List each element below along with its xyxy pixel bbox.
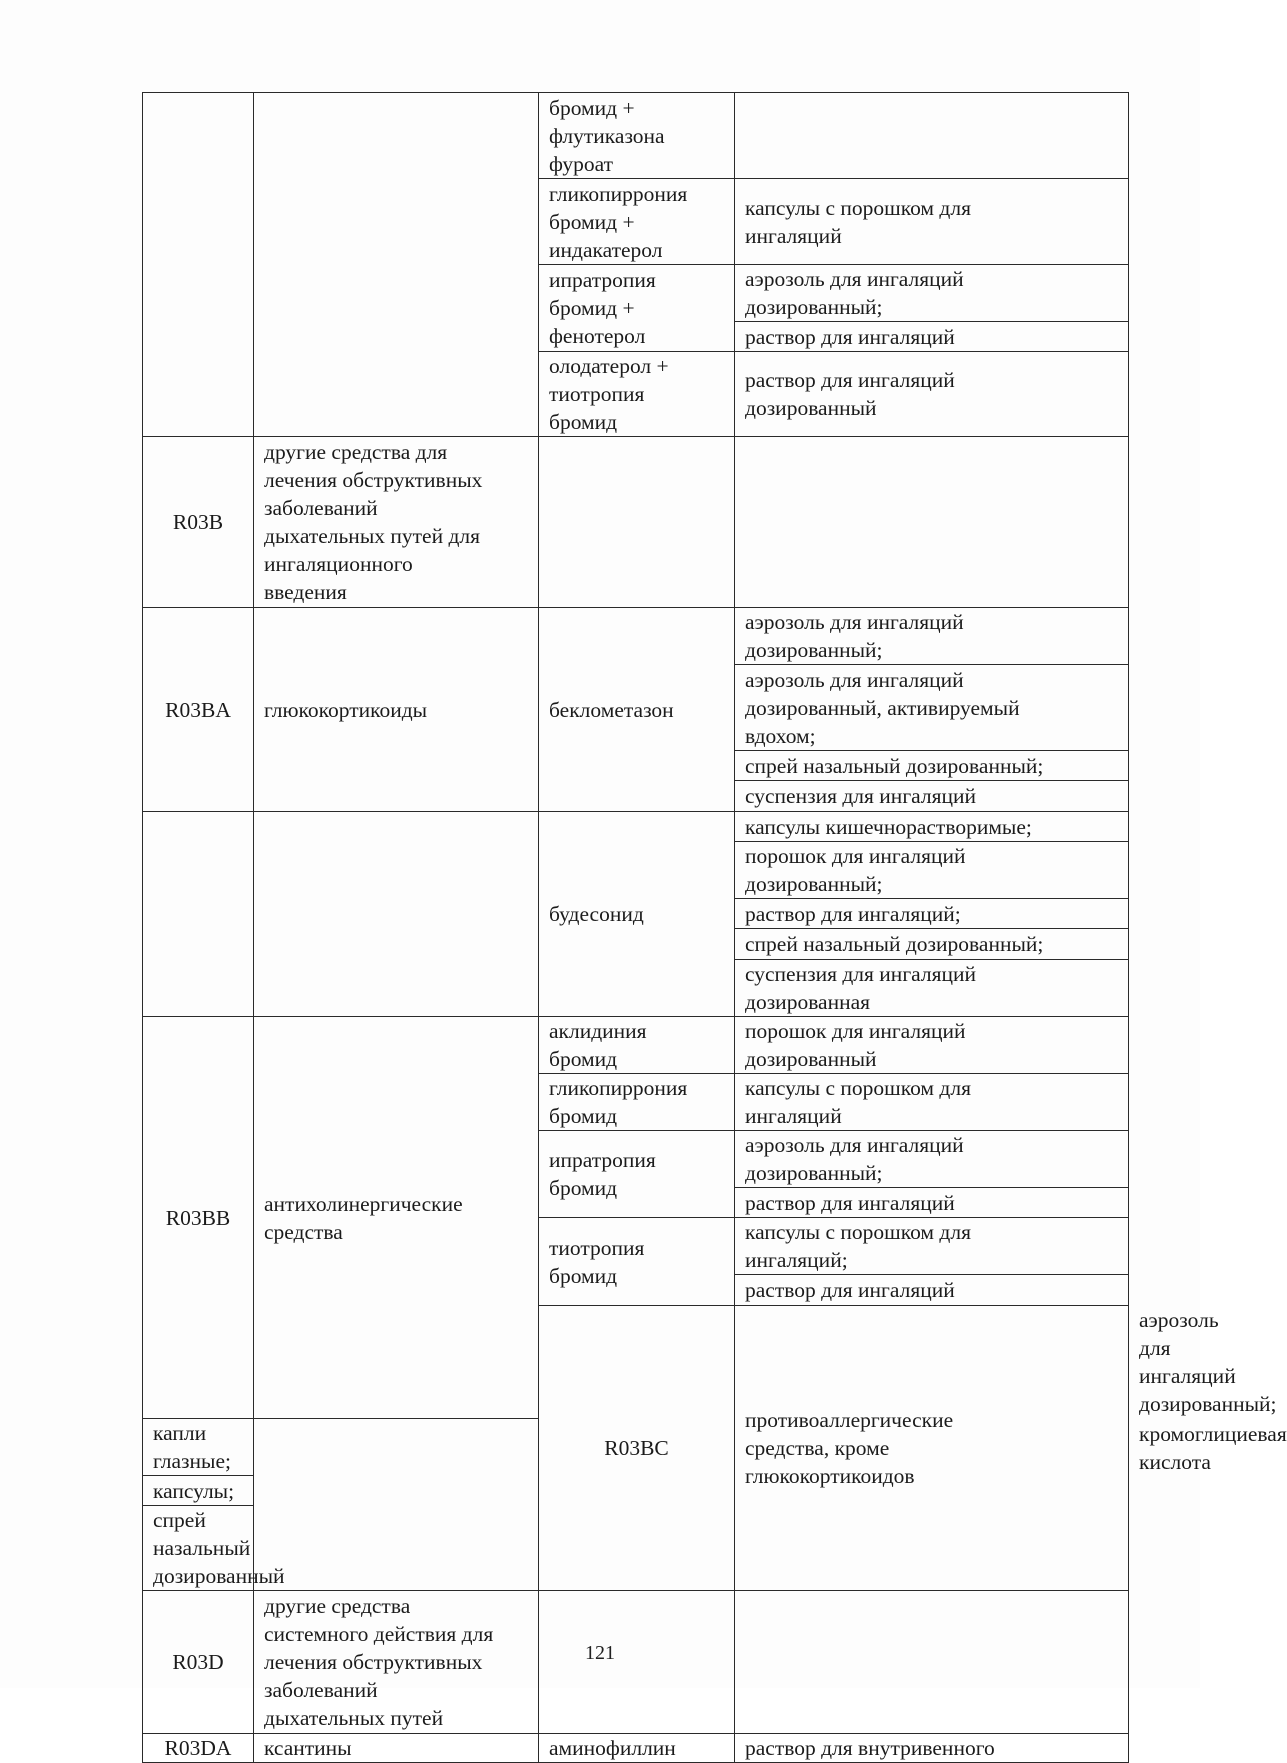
group-name-cell: антихолинергические средства bbox=[254, 1017, 539, 1419]
drug-name-cell: будесонид bbox=[539, 812, 735, 1017]
drug-name-cell: ипратропия бромид + фенотерол bbox=[539, 265, 735, 352]
drug-name-cell: ипратропия бромид bbox=[539, 1131, 735, 1218]
group-name-cell: противоаллергические средства, кроме глюкокортикоидов bbox=[735, 1306, 1129, 1591]
dosage-form-cell: капсулы; bbox=[143, 1476, 254, 1506]
drug-name-cell: бромид + флутиказона фуроат bbox=[539, 93, 735, 179]
group-name-cell bbox=[254, 93, 539, 437]
atc-code-cell: R03BB bbox=[143, 1017, 254, 1419]
drug-name-cell: беклометазон bbox=[539, 608, 735, 812]
dosage-form-cell: раствор для ингаляций bbox=[735, 322, 1129, 352]
dosage-form-cell: раствор для ингаляций дозированный bbox=[735, 352, 1129, 437]
group-name-cell: ксантины bbox=[254, 1734, 539, 1763]
drug-name-cell: гликопиррония бромид bbox=[539, 1074, 735, 1131]
atc-code-cell bbox=[143, 812, 254, 1017]
table-row bbox=[143, 93, 1129, 179]
group-name-cell bbox=[254, 812, 539, 1017]
dosage-form-cell: аэрозоль для ингаляций дозированный; bbox=[735, 608, 1129, 665]
atc-code-cell: R03DA bbox=[143, 1734, 254, 1763]
dosage-form-cell: раствор для ингаляций bbox=[735, 1275, 1129, 1306]
drug-name-cell: олодатерол + тиотропия бромид bbox=[539, 352, 735, 437]
drug-name-cell: аминофиллин bbox=[539, 1734, 735, 1763]
drug-classification-table bbox=[142, 92, 1287, 1763]
atc-code-cell: R03D bbox=[143, 1591, 254, 1734]
drug-name-cell bbox=[539, 437, 735, 608]
dosage-form-cell: порошок для ингаляций дозированный; bbox=[735, 842, 1129, 899]
atc-code-cell: R03B bbox=[143, 437, 254, 608]
table-row bbox=[143, 1734, 1129, 1763]
dosage-form-cell: раствор для внутривенного bbox=[735, 1734, 1129, 1763]
dosage-form-cell: аэрозоль для ингаляций дозированный; bbox=[735, 265, 1129, 322]
dosage-form-cell: капли глазные; bbox=[143, 1419, 254, 1476]
dosage-form-cell: раствор для ингаляций; bbox=[735, 899, 1129, 929]
dosage-form-cell: капсулы кишечнорастворимые; bbox=[735, 812, 1129, 842]
drug-name-cell: тиотропия бромид bbox=[539, 1218, 735, 1306]
drug-name-cell: аклидиния бромид bbox=[539, 1017, 735, 1074]
drug-name-cell: гликопиррония бромид + индакатерол bbox=[539, 179, 735, 265]
table-row bbox=[143, 1017, 1129, 1074]
dosage-form-cell bbox=[735, 93, 1129, 179]
dosage-form-cell: порошок для ингаляций дозированный bbox=[735, 1017, 1129, 1074]
dosage-form-cell: суспензия для ингаляций bbox=[735, 781, 1129, 812]
table-row: R03BC противоаллергические средства, кроме глюкокортикоидов кромоглициевая кислота аэрозоль для ингаляций дозированный; bbox=[143, 1306, 1129, 1419]
table-row bbox=[143, 437, 1129, 608]
atc-code-cell: R03BC bbox=[539, 1306, 735, 1591]
group-name-cell: другие средства для лечения обструктивных заболеваний дыхательных путей для ингаляционного введения bbox=[254, 437, 539, 608]
page-number: 121 bbox=[585, 1642, 615, 1664]
dosage-form-cell bbox=[735, 437, 1129, 608]
atc-code-cell bbox=[143, 93, 254, 437]
dosage-form-cell: аэрозоль для ингаляций дозированный; bbox=[735, 1131, 1129, 1188]
group-name-cell: глюкокортикоиды bbox=[254, 608, 539, 812]
dosage-form-cell: суспензия для ингаляций дозированная bbox=[735, 960, 1129, 1017]
dosage-form-cell: раствор для ингаляций bbox=[735, 1188, 1129, 1218]
dosage-form-cell: капсулы с порошком для ингаляций bbox=[735, 179, 1129, 265]
dosage-form-cell: капсулы с порошком для ингаляций; bbox=[735, 1218, 1129, 1275]
dosage-form-cell: спрей назальный дозированный bbox=[143, 1506, 254, 1591]
table-row bbox=[143, 608, 1129, 665]
dosage-form-cell: аэрозоль для ингаляций дозированный, активируемый вдохом; bbox=[735, 665, 1129, 751]
group-name-cell: другие средства системного действия для лечения обструктивных заболеваний дыхательных путей bbox=[254, 1591, 539, 1734]
dosage-form-cell: спрей назальный дозированный; bbox=[735, 751, 1129, 781]
dosage-form-cell: спрей назальный дозированный; bbox=[735, 929, 1129, 960]
dosage-form-cell: капсулы с порошком для ингаляций bbox=[735, 1074, 1129, 1131]
table-row bbox=[143, 812, 1129, 842]
atc-code-cell: R03BA bbox=[143, 608, 254, 812]
